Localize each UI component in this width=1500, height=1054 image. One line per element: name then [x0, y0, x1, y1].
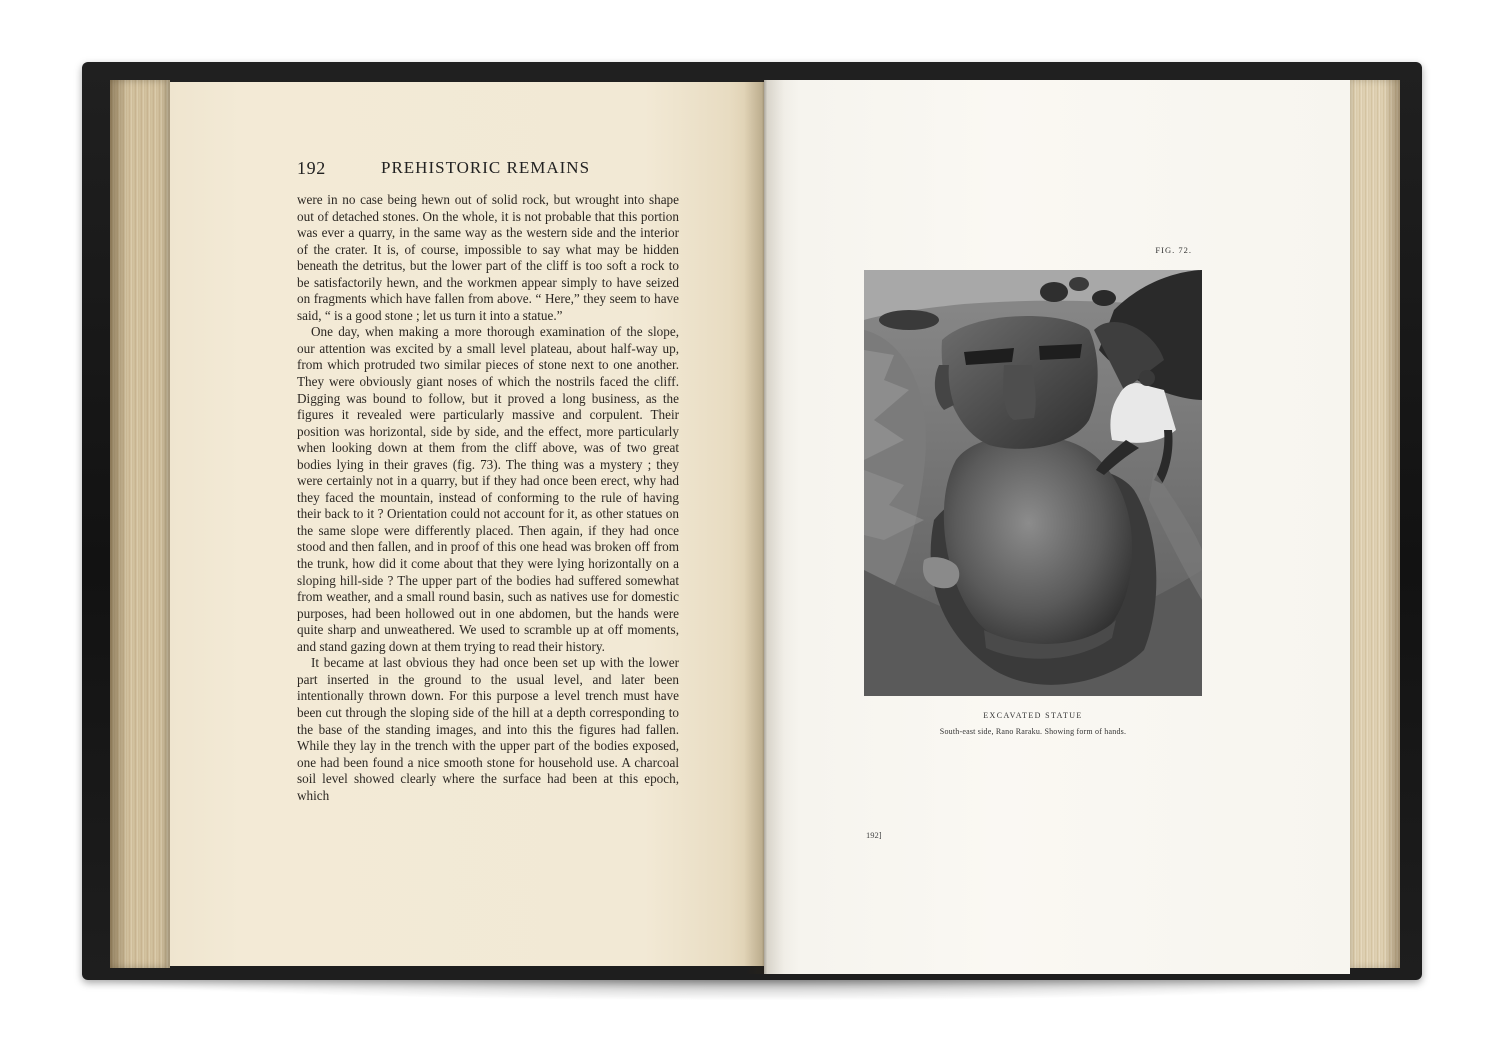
right-edge-shade	[1384, 80, 1400, 968]
book-gutter	[744, 80, 784, 974]
left-edge-shade	[110, 80, 128, 968]
caption-title: EXCAVATED STATUE	[983, 711, 1083, 720]
page-number: 192	[297, 158, 326, 178]
paragraph: It became at last obvious they had once been set up with the lower part inserted in the ground to the usual level, and later been intentionally thrown down. For this purpose a level trench must have been cut through the sloping side of the hill at a depth corresponding to the base of the standing images, and into this the figures had fallen. While they lay in the trench with the upper part of the bodies exposed, one had been found a nice smooth stone for household use. A charcoal soil level showed clearly where the surface had been at this epoch, which	[297, 655, 679, 803]
paragraph: were in no case being hewn out of solid rock, but wrought into shape out of detached stones. On the whole, it is not probable that this portion was ever a quarry, in the same way as the western side and the interior of the crater. It is, of course, impossible to say what may be hidden beneath the detritus, but the lower part of the cliff is too soft a rock to be satisfactorily hewn, and the workmen appear simply to have seized on fragments which have fallen from above. “ Here,” they seem to have said, “ is a good stone ; let us turn it into a statue.”	[297, 192, 679, 323]
figure-caption	[864, 711, 1202, 736]
statue-photograph	[864, 270, 1202, 696]
plate-page-number: 192]	[866, 830, 882, 840]
running-title: PREHISTORIC REMAINS	[381, 158, 591, 177]
body-text	[297, 192, 679, 804]
paragraph: One day, when making a more thorough examination of the slope, our attention was excited by a small level plateau, about half-way up, from which protruded two similar pieces of stone next to one another. They were obviously giant noses of which the nostrils faced the cliff. Digging was bound to follow, but it proved a long business, as the figures it revealed were particularly massive and corpulent. Their position was horizontal, side by side, and the effect, more particularly when looking down at them from the cliff above, was of two great bodies lying in their graves (fig. 73). The thing was a mystery ; they were certainly not in a quarry, but if they had once been erect, why had they faced the mountain, instead of conforming to the rule of having their back to it ? Orientation could not account for it, as other statues on the same slope were differently placed. Then again, if they had once stood and then fallen, and in proof of this one head was broken off from the trunk, how did it come about that they were lying horizontally on a sloping hill-side ? The upper part of the bodies had suffered somewhat from weather, and a small round basin, such as natives use for domestic purposes, had been hollowed out in one abdomen, but the hands were quite sharp and unweathered. We used to scramble up at off moments, and stand gazing down at them trying to read their history.	[297, 324, 679, 654]
figure-label: FIG. 72.	[1155, 245, 1192, 255]
caption-text: South-east side, Rano Raraku. Showing form of hands.	[939, 727, 1127, 736]
